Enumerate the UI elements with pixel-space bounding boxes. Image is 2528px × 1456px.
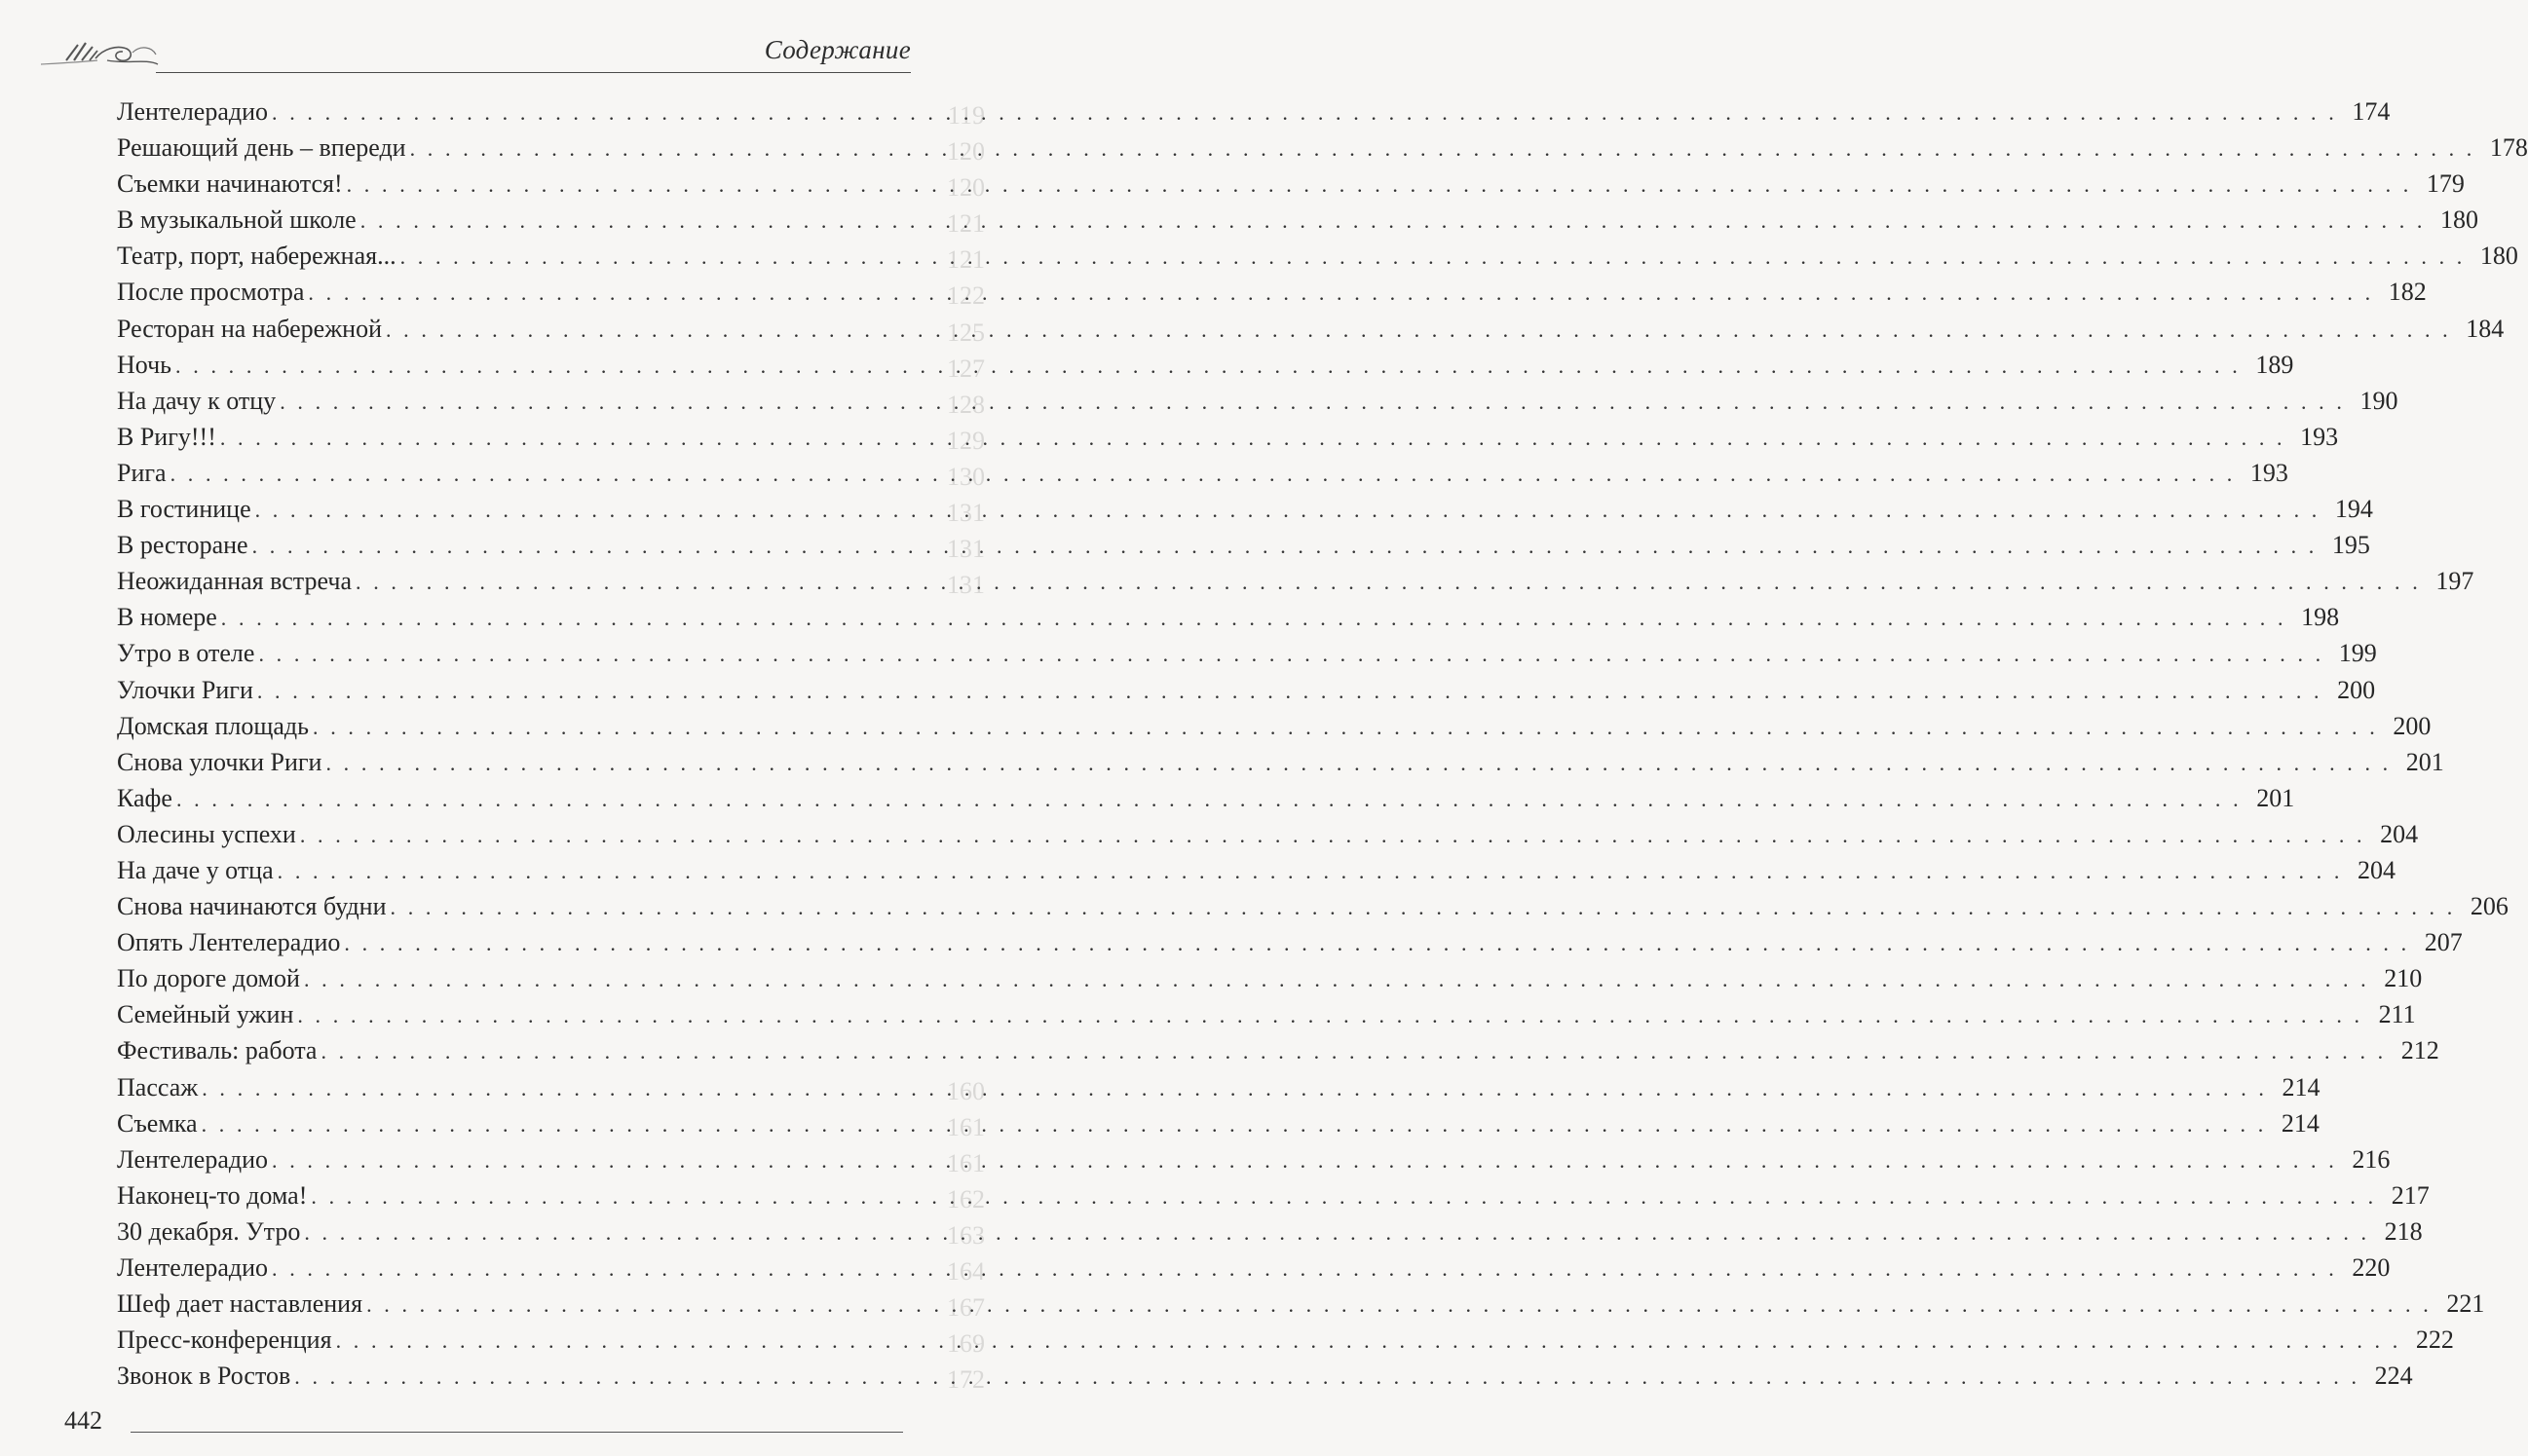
toc-entry-title: Неожиданная встреча [117, 567, 352, 596]
dot-leader [272, 1142, 2337, 1178]
dot-leader [300, 817, 2365, 853]
toc-entry [117, 888, 2509, 924]
toc-entry [117, 708, 2432, 744]
bleed-through-number: 164 [947, 1257, 985, 1286]
toc-entry-title: Решающий день – впереди [117, 133, 406, 163]
dot-leader [336, 1323, 2401, 1359]
bleed-through-number: 121 [947, 209, 985, 239]
toc-entry-page: 220 [2352, 1253, 2391, 1282]
toc-entry-title: Ночь [117, 350, 172, 379]
toc-entry-title: Снова начинаются будни [117, 892, 387, 921]
toc-entry-page: 217 [2391, 1180, 2430, 1210]
toc-entry-page: 200 [2393, 711, 2432, 740]
toc-entry-title: Снова улочки Риги [117, 747, 322, 776]
toc-entry-title: Пресс-конференция [117, 1325, 332, 1355]
dot-leader [344, 925, 2409, 961]
toc-entry-page: 200 [2337, 675, 2376, 704]
toc-entry-page: 222 [2415, 1325, 2454, 1355]
dot-leader [297, 997, 2362, 1033]
toc-entry [117, 780, 2295, 816]
dot-leader [272, 94, 2337, 131]
dot-leader [321, 1033, 2386, 1069]
toc-entry-title: Наконец-то дома! [117, 1180, 308, 1210]
toc-entry [117, 960, 2423, 996]
toc-entry-title: Кафе [117, 783, 172, 812]
toc-entry-page: 184 [2466, 314, 2505, 343]
bleed-through-number: 127 [947, 354, 985, 383]
bleed-through-number: 130 [947, 462, 985, 491]
dot-leader [294, 1359, 2359, 1395]
dot-leader [221, 600, 2286, 636]
toc-entry-page: 198 [2301, 603, 2340, 632]
page-number: 442 [64, 1406, 102, 1435]
toc-entry-title: В музыкальной школе [117, 205, 357, 235]
toc-entry [117, 599, 2340, 635]
toc-entry-page: 204 [2357, 855, 2396, 884]
toc-entry-page: 194 [2334, 495, 2373, 524]
toc-entry-page: 178 [2489, 133, 2528, 163]
toc-entry-page: 224 [2374, 1362, 2413, 1391]
dot-leader [410, 131, 2475, 167]
bleed-through-number: 121 [947, 245, 985, 275]
toc-entry-title: По дороге домой [117, 964, 300, 993]
toc-entry-page: 204 [2380, 819, 2419, 848]
toc-entry-title: Утро в отеле [117, 639, 255, 668]
dot-leader [255, 492, 2320, 528]
bleed-through-number: 125 [947, 317, 985, 347]
toc-entry-title: Фестиваль: работа [117, 1036, 318, 1065]
bleed-through-number: 163 [947, 1220, 985, 1250]
toc-entry-title: В ресторане [117, 531, 248, 560]
dot-leader [258, 636, 2323, 672]
dot-leader [386, 312, 2451, 348]
bleed-through-number: 167 [947, 1293, 985, 1323]
header-title: Содержание [764, 35, 911, 64]
toc-entry-title: Улочки Риги [117, 675, 253, 704]
toc-entry [117, 744, 2444, 780]
toc-entry-title: Театр, порт, набережная... [117, 242, 396, 271]
dot-leader [366, 1287, 2432, 1323]
toc-entry-page: 221 [2446, 1289, 2485, 1319]
toc-entry-page: 212 [2400, 1036, 2439, 1065]
toc-entry-title: Ресторан на набережной [117, 314, 382, 343]
toc-entry [117, 924, 2463, 960]
toc-entry-title: На даче у отца [117, 855, 274, 884]
dot-leader [313, 709, 2378, 745]
bleed-through-number: 128 [947, 390, 985, 419]
toc-entry-page: 206 [2470, 892, 2509, 921]
dot-leader [360, 203, 2426, 239]
bleed-through-number: 129 [947, 426, 985, 455]
dot-leader [304, 961, 2369, 997]
bleed-through-number: 120 [947, 173, 985, 203]
toc-entry-page: 182 [2388, 278, 2427, 307]
dot-leader [356, 564, 2421, 600]
toc-entry-title: На дачу к отцу [117, 386, 277, 415]
toc-entry-page: 218 [2384, 1216, 2423, 1246]
toc-entry-title: После просмотра [117, 278, 305, 307]
toc-entry-title: В номере [117, 603, 217, 632]
bleed-through-number: 160 [947, 1076, 985, 1105]
toc-entry-page: 193 [2249, 458, 2288, 487]
toc-entry-page: 214 [2281, 1108, 2320, 1138]
toc-entry-title: Звонок в Ростов [117, 1362, 291, 1391]
toc-entry-page: 216 [2352, 1144, 2391, 1174]
toc-entry-page: 207 [2424, 928, 2463, 957]
toc-entry [117, 996, 2416, 1032]
bleed-through-number: 161 [947, 1148, 985, 1177]
toc-entry-page: 189 [2255, 350, 2294, 379]
bleed-through-number: 169 [947, 1329, 985, 1359]
dot-leader [311, 1178, 2376, 1214]
footer-rule [131, 1432, 903, 1433]
dot-leader [280, 384, 2345, 420]
toc-entry-title: Шеф дает наставления [117, 1289, 363, 1319]
toc-entry [117, 672, 2376, 708]
bleed-through-number: 161 [947, 1112, 985, 1141]
bleed-through-number: 131 [947, 571, 985, 600]
dot-leader [304, 1214, 2369, 1251]
dot-leader [220, 420, 2285, 456]
dot-leader [202, 1070, 2267, 1106]
dot-leader [252, 528, 2318, 564]
toc-entry [117, 1032, 2439, 1068]
toc-entry-title: Семейный ужин [117, 1000, 294, 1029]
toc-entry-title: Лентелерадио [117, 97, 269, 126]
bleed-through-number: 122 [947, 281, 985, 311]
toc-entry-title: В гостинице [117, 495, 251, 524]
dot-leader [202, 1106, 2267, 1142]
toc-entry-title: В Ригу!!! [117, 422, 216, 451]
toc-entry-page: 179 [2426, 169, 2465, 199]
bleed-through-number: 131 [947, 535, 985, 564]
bleed-through-number: 119 [947, 101, 985, 130]
bleed-through-number: 162 [947, 1184, 985, 1213]
toc-entry-title: Съемки начинаются! [117, 169, 343, 199]
dot-leader [308, 275, 2373, 311]
toc-entry-page: 180 [2440, 205, 2479, 235]
toc-entry-page: 211 [2378, 1000, 2416, 1029]
toc-entry-title: Лентелерадио [117, 1253, 269, 1282]
toc-entry-title: 30 декабря. Утро [117, 1216, 301, 1246]
toc-entry [117, 816, 2419, 852]
dot-leader [175, 348, 2241, 384]
toc-entry-page: 195 [2331, 531, 2370, 560]
toc-entry-title: Рига [117, 458, 167, 487]
toc-entry-title: Лентелерадио [117, 1144, 269, 1174]
dot-leader [278, 853, 2343, 889]
toc-entry [117, 635, 2377, 671]
toc-entry-title: Пассаж [117, 1072, 199, 1101]
toc-entry [117, 852, 2396, 888]
toc-entry-page: 214 [2282, 1072, 2320, 1101]
toc-entry-page: 199 [2338, 639, 2377, 668]
toc-entry-title: Съемка [117, 1108, 198, 1138]
dot-leader [257, 673, 2322, 709]
dot-leader [391, 889, 2456, 925]
running-header [39, 29, 911, 76]
toc-entry-page: 174 [2352, 97, 2391, 126]
toc-entry-title: Опять Лентелерадио [117, 928, 341, 957]
toc-entry-page: 193 [2300, 422, 2339, 451]
flourish-ornament-icon [39, 35, 161, 70]
dot-leader [325, 745, 2391, 781]
dot-leader [400, 239, 2466, 275]
dot-leader [176, 781, 2242, 817]
bleed-through-number: 172 [947, 1365, 985, 1395]
toc-entry-page: 201 [2256, 783, 2295, 812]
bleed-through-number: 131 [947, 499, 985, 528]
toc-entry-title: Олесины успехи [117, 819, 296, 848]
toc-entry-page: 210 [2384, 964, 2423, 993]
toc-entry-title: Домская площадь [117, 711, 310, 740]
header-rule [156, 72, 911, 73]
dot-leader [347, 167, 2412, 203]
bleed-through-number: 120 [947, 137, 985, 167]
toc-entry-page: 197 [2435, 567, 2474, 596]
toc-entry-page: 180 [2479, 242, 2518, 271]
dot-leader [272, 1251, 2337, 1287]
toc-entry-page: 201 [2405, 747, 2444, 776]
toc-entry-page: 190 [2359, 386, 2398, 415]
dot-leader [170, 456, 2236, 492]
